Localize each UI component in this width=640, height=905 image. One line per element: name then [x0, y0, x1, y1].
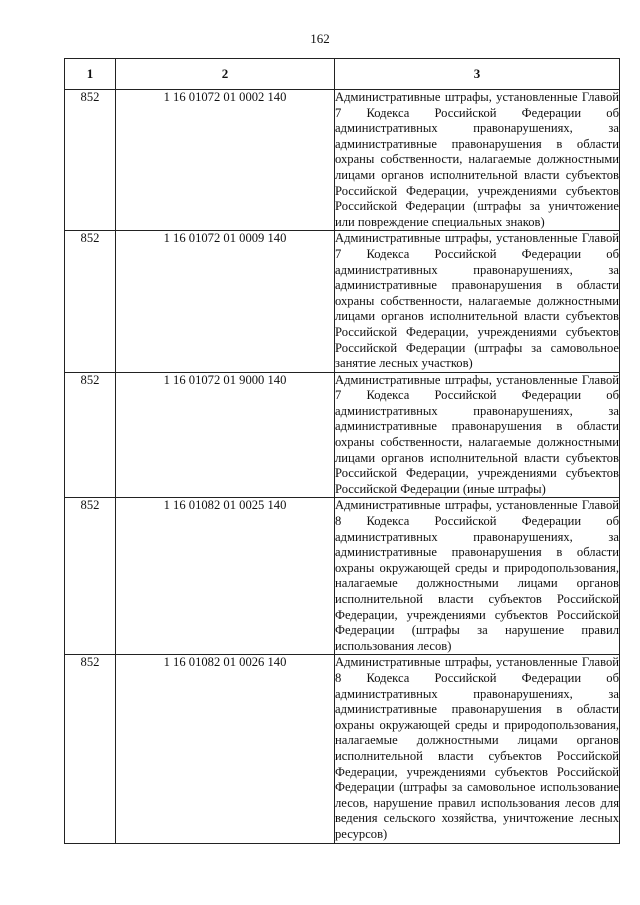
- kbk-code-cell: 1 16 01082 01 0026 140: [116, 655, 335, 843]
- description-cell: Административные штрафы, установленные Главой 7 Кодекса Российской Федерации об административных правонарушениях, за административные правонарушения в области охраны собственности, налагаемые должностными лицами органов исполнительной власти субъектов Российской Федерации, учреждениями субъектов Российской Федерации (штрафы за уничтожение или повреждение специальных знаков): [335, 90, 620, 231]
- admin-code-cell: 852: [65, 498, 116, 655]
- table-row: [65, 90, 620, 231]
- description-cell: Административные штрафы, установленные Главой 8 Кодекса Российской Федерации об административных правонарушениях, за административные правонарушения в области охраны окружающей среды и природопользования, налагаемые должностными лицами органов исполнительной власти субъектов Российской Федерации, учреждениями субъектов Российской Федерации (штрафы за нарушение правил использования лесов): [335, 498, 620, 655]
- header-col-2: 2: [116, 59, 335, 90]
- admin-code-cell: 852: [65, 231, 116, 372]
- document-table: [64, 58, 620, 844]
- table-row: [65, 655, 620, 843]
- page-number: 162: [310, 31, 330, 46]
- admin-code-cell: 852: [65, 372, 116, 498]
- header-col-1: 1: [65, 59, 116, 90]
- description-cell: Административные штрафы, установленные Главой 8 Кодекса Российской Федерации об административных правонарушениях, за административные правонарушения в области охраны окружающей среды и природопользования, налагаемые должностными лицами органов исполнительной власти субъектов Российской Федерации, учреждениями субъектов Российской Федерации (штрафы за самовольное использование лесов, нарушение правил использования лесов для ведения сельского хозяйства, уничтожение лесных ресурсов): [335, 655, 620, 843]
- table-row: [65, 498, 620, 655]
- table-row: [65, 372, 620, 498]
- description-cell: Административные штрафы, установленные Главой 7 Кодекса Российской Федерации об административных правонарушениях, за административные правонарушения в области охраны собственности, налагаемые должностными лицами органов исполнительной власти субъектов Российской Федерации, учреждениями субъектов Российской Федерации (штрафы за самовольное занятие лесных участков): [335, 231, 620, 372]
- kbk-code-cell: 1 16 01072 01 0002 140: [116, 90, 335, 231]
- table-header: [65, 59, 620, 90]
- admin-code-cell: 852: [65, 90, 116, 231]
- kbk-code-cell: 1 16 01072 01 0009 140: [116, 231, 335, 372]
- table-body: [65, 90, 620, 844]
- header-col-3: 3: [335, 59, 620, 90]
- header-row: [65, 59, 620, 90]
- description-cell: Административные штрафы, установленные Главой 7 Кодекса Российской Федерации об административных правонарушениях, за административные правонарушения в области охраны собственности, налагаемые должностными лицами органов исполнительной власти субъектов Российской Федерации, учреждениями субъектов Российской Федерации (иные штрафы): [335, 372, 620, 498]
- table-row: [65, 231, 620, 372]
- kbk-code-cell: 1 16 01082 01 0025 140: [116, 498, 335, 655]
- admin-code-cell: 852: [65, 655, 116, 843]
- kbk-code-cell: 1 16 01072 01 9000 140: [116, 372, 335, 498]
